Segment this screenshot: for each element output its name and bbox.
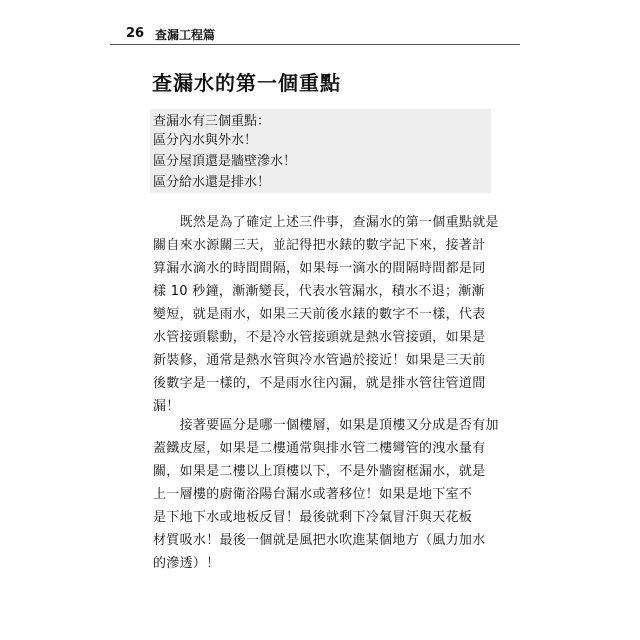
text-line: 新裝修，通常是熱水管與冷水管過於接近！如果是三天前 (153, 353, 486, 368)
text-line: 變短，就是雨水，如果三天前後水錶的數字不一樣，代表 (153, 307, 486, 322)
callout-line: 查漏水有三個重點： (153, 114, 271, 129)
callout-line: 區分內水與外水！ (153, 133, 258, 148)
text-line: 後數字是一樣的，不是雨水往內漏，就是排水管往管道間 (153, 376, 486, 391)
header-rule (110, 44, 520, 45)
text-line: 漏！ (153, 399, 180, 414)
text-line: 既然是為了確定上述三件事，查漏水的第一個重點就是 (153, 215, 499, 230)
text-line: 的滲透）！ (153, 556, 220, 571)
text-line: 是下地下水或地板反冒！最後就剩下冷氣冒汗與天花板 (153, 510, 473, 525)
text-line: 樣 10 秒鐘，漸漸變長，代表水管漏水，積水不退；漸漸 (153, 284, 485, 299)
text-line: 關自來水源關三天，並記得把水錶的數字記下來，接著計 (153, 238, 486, 253)
text-line: 水管接頭鬆動，不是冷水管接頭就是熱水管接頭，如果是 (153, 330, 486, 345)
text-line: 蓋鐵皮屋，如果是二樓通常與排水管二樓彎管的洩水量有 (153, 441, 486, 456)
text-line: 算漏水滴水的時間間隔，如果每一滴水的間隔時間都是同 (153, 261, 486, 276)
page-number: 26 (126, 26, 145, 41)
callout-line: 區分給水還是排水！ (153, 175, 271, 190)
paragraph-1 (153, 211, 499, 418)
text-line: 接著要區分是哪一個樓層，如果是頂樓又分成是否有加 (153, 418, 499, 433)
paragraph-2 (153, 414, 499, 575)
text-line: 關，如果是二樓以上頂樓以下，不是外牆窗框漏水，就是 (153, 464, 486, 479)
section-heading: 查漏水的第一個重點 (152, 71, 341, 95)
running-header-title: 查漏工程篇 (155, 28, 216, 42)
callout-line: 區分屋頂還是牆壁滲水！ (153, 154, 297, 169)
text-line: 上一層樓的廚衛浴陽台漏水或著移位！如果是地下室不 (153, 487, 473, 502)
text-line: 材質吸水！最後一個就是風把水吹進某個地方（風力加水 (153, 533, 486, 548)
